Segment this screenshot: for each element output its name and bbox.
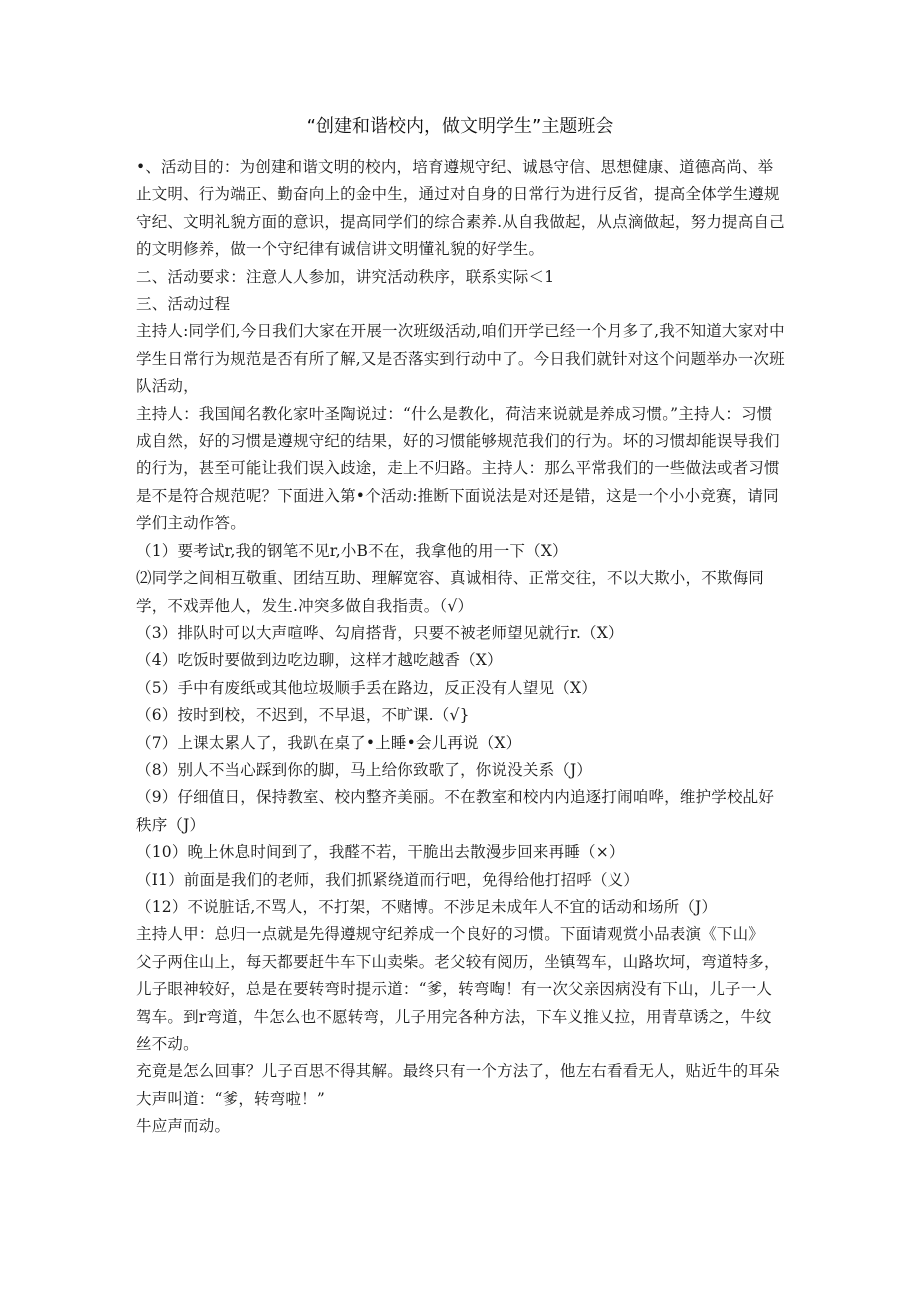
quiz-item-5: （5）手中有废纸或其他垃圾顺手丢在路边，反正没有人望见（X） <box>136 678 597 697</box>
paragraph-host-intro: 主持人:同学们,今日我们大家在开展一次班级活动,咱们开学已经一个月多了,我不知道大家对中学生日常行为规范是否有所了解,又是否落实到行动中了。今日我们就针对这个问题举办一次班队活动， <box>136 322 785 396</box>
quiz-item-11: （I1）前面是我们的老师，我们抓紧绕道而行吧，免得给他打招呼（义） <box>136 870 640 889</box>
document-title: “创建和谐校内，做文明学生”主题班会 <box>306 116 614 137</box>
paragraph-skit-ending: 牛应声而动。 <box>136 1117 231 1136</box>
paragraph-activity-process-heading: 三、活动过程 <box>136 295 231 314</box>
paragraph-activity-requirements: 二、活动要求：注意人人参加，讲究活动秩序，联系实际＜1 <box>136 267 555 286</box>
quiz-item-12: （12）不说脏话,不骂人，不打架，不赌博。不涉足未成年人不宜的话动和场所（J） <box>136 897 718 916</box>
paragraph-activity-purpose: •、活动目的：为创建和谐文明的校内，培育遵规守纪、诚恳守信、思想健康、道德高尚、举止文明、行为端正、勤奋向上的金中生，通过对自身的日常行为进行反省，提高全体学生遵规守纪、文明礼貌方面的意识，提高同学们的综合素养.从自我做起，从点滴做起，努力提高自己的文明修养，做一个守纪律有诚信讲文明懂礼貌的好学生。 <box>136 158 785 259</box>
paragraph-host-habits: 主持人：我国闻名教化家叶圣陶说过：“什么是教化，荷洁来说就是养成习惯。”主持人：习惯成自然，好的习惯是遵规守纪的结果，好的习惯能够规范我们的行为。坏的习惯却能误导我们的行为，甚至可能让我们误入歧途，走上不归路。主持人：那么平常我们的一些做法或者习惯是不是符合规范呢？下面进入第•个活动:推断下面说法是对还是错，这是一个小小竞赛，请同学们主动作答。 <box>136 404 780 533</box>
quiz-item-6: （6）按时到校，不迟到，不早退，不旷课.（√} <box>136 706 470 725</box>
quiz-item-2: ⑵同学之间相互敬重、团结互助、理解宽容、真诚相待、正常交往，不以大欺小，不欺侮同学，不戏弄他人，发生.冲突多做自我指责。（√） <box>136 569 765 615</box>
quiz-item-7: （7）上课太累人了，我趴在桌了•上睡•会儿再说（X） <box>136 733 522 752</box>
paragraph-skit-twist: 充竟是怎么回事？儿子百思不得其解。最终只有一个方法了，他左右看看无人，贴近牛的耳朵大声叫道：“爹，转弯啦！” <box>136 1062 780 1108</box>
paragraph-host-skit-intro: 主持人甲：总归一点就是先得遵规守纪养成一个良好的习惯。下面请观赏小品表演《下山》 <box>136 925 765 944</box>
quiz-item-4: （4）吃饭时要做到边吃边聊，这样才越吃越香（X） <box>136 651 503 670</box>
quiz-item-3: （3）排队时可以大声喧哗、勾肩搭背，只要不被老师望见就行r.（X） <box>136 623 624 642</box>
quiz-item-10: （10）晚上休息时间到了，我醛不若，干脆出去散漫步回来再睡（×） <box>136 843 625 862</box>
paragraph-skit-story: 父子两住山上，每天都要赶牛车下山卖柴。老父较有阅历，坐镇驾车，山路坎坷，弯道特多，儿子眼神较好，总是在要转弯时提示道：“爹，转弯啕！有一次父亲因病没有下山，儿子一人驾车。到r弯道，牛怎么也不愿转弯，儿子用完各种方法，下车义推乂拉，用青草诱之，牛纹丝不动。 <box>136 952 780 1053</box>
quiz-item-8: （8）别人不当心踩到你的脚，马上给你致歌了，你说没关系（J） <box>136 760 593 779</box>
document-body <box>136 154 786 1141</box>
quiz-item-9: （9）仔细值日，保持教室、校内整齐美丽。不在教室和校内内追逐打闹咱哗，维护学校乩好秩序（J） <box>136 788 775 834</box>
quiz-item-1: （1）要考试r,我的钢笔不见r,小B不在，我拿他的用一下（X） <box>136 541 568 560</box>
